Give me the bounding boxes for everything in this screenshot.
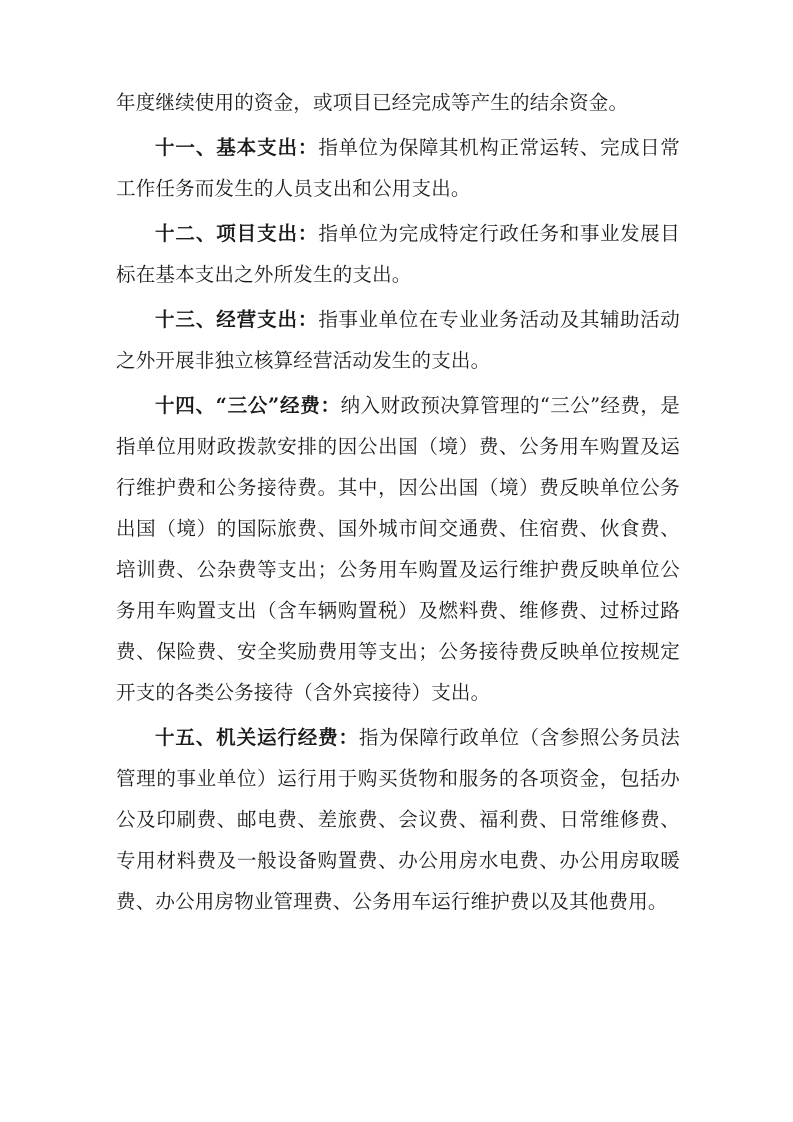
paragraph-text: 年度继续使用的资金，或项目已经完成等产生的结余资金。: [116, 91, 629, 114]
paragraph-text: 纳入财政预决算管理的“三公”经费，是指单位用财政拨款安排的因公出国（境）费、公务用车购置及运行维护费和公务接待费。其中，因公出国（境）费反映单位公务出国（境）的国际旅费、国外城市间交通费、住宿费、伙食费、培训费、公杂费等支出；公务用车购置及运行维护费反映单位公务用车购置支出（含车辆购置税）及燃料费、维修费、过桥过路费、保险费、安全奖励费用等支出；公务接待费反映单位按规定开支的各类公务接待（含外宾接待）支出。: [116, 394, 680, 704]
paragraph-item-11: [116, 127, 680, 209]
paragraph-lead: 十三、经营支出：: [155, 308, 319, 331]
paragraph-text: 指事业单位在专业业务活动及其辅助活动之外开展非独立核算经营活动发生的支出。: [116, 308, 680, 372]
paragraph-item-14: [116, 385, 680, 713]
paragraph-lead: 十四、“三公”经费：: [155, 394, 341, 417]
paragraph-text: 指单位为完成特定行政任务和事业发展目标在基本支出之外所发生的支出。: [116, 222, 680, 286]
paragraph-lead: 十二、项目支出：: [155, 222, 319, 245]
paragraph-text: 指单位为保障其机构正常运转、完成日常工作任务而发生的人员支出和公用支出。: [116, 136, 680, 200]
paragraph-lead: 十五、机关运行经费：: [155, 726, 359, 749]
paragraph-item-15: [116, 717, 680, 922]
paragraph-lead: 十一、基本支出：: [155, 136, 319, 159]
document-body: [116, 82, 680, 926]
paragraph-item-13: [116, 299, 680, 381]
paragraph-text: 指为保障行政单位（含参照公务员法管理的事业单位）运行用于购买货物和服务的各项资金，包括办公及印刷费、邮电费、差旅费、会议费、福利费、日常维修费、专用材料费及一般设备购置费、办公用房水电费、办公用房取暖费、办公用房物业管理费、公务用车运行维护费以及其他费用。: [116, 726, 680, 913]
paragraph-carryover: [116, 82, 680, 123]
paragraph-item-12: [116, 213, 680, 295]
